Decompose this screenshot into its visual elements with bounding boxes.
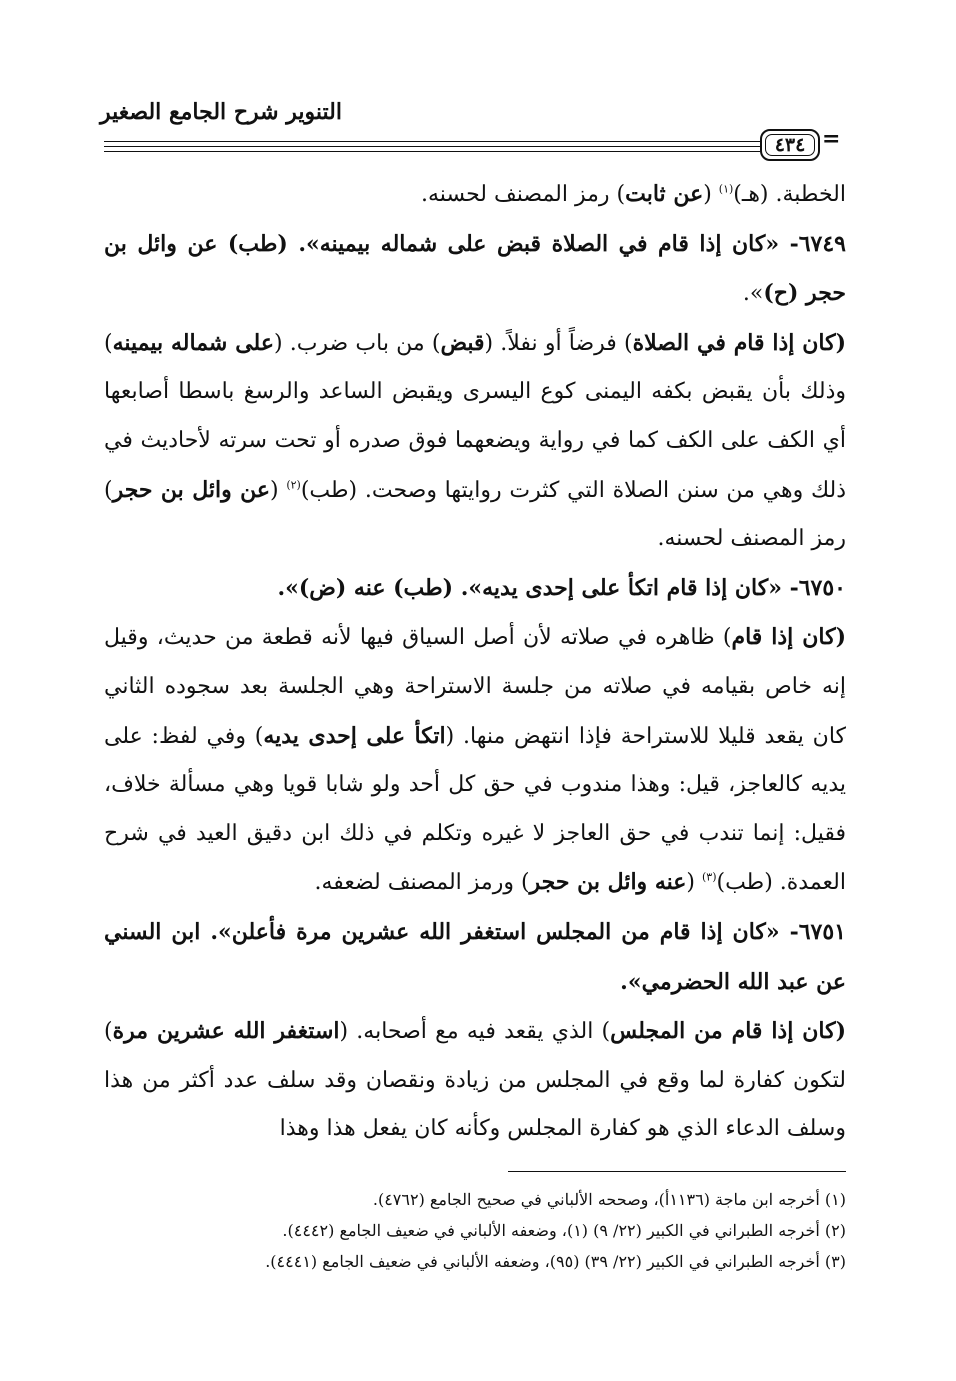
commentary-6749: (كان إذا قام في الصلاة) فرضاً أو نفلاً. (قبض) من باب ضرب. (على شماله بيمينه) وذلك بأن يقبض بكفه اليمنى كوع اليسرى ويقبض الساعد والرسغ باسطا أصابعها أي الكف على الكف كما في رواية ويضعهما فوق صدره أو تحت سرته لأحاديث في ذلك وهي من سنن الصلاة التي كثرت روايتها وصحت. (طب)$^{(٢)}$ (عن وائل بن حجر) رمز المصنف لحسنه. [104, 329, 847, 552]
source-name: عنه وائل بن حجر [529, 869, 687, 896]
running-header-title: التنوير شرح الجامع الصغير [100, 99, 342, 125]
footnote-ref-3[interactable]: (٣) [701, 870, 717, 884]
quoted-phrase: (كان إذا قام من المجلس [610, 1018, 846, 1045]
hadith-text: ٦٧٤٩- «كان إذا قام في الصلاة قبض على شماله بيمينه». (طب) عن وائل بن حجر (ح) [104, 230, 846, 307]
text-span: ». [742, 281, 764, 307]
quoted-phrase: (كان إذا قام [731, 624, 846, 651]
footnotes [104, 1184, 846, 1277]
paragraph-continuation: الخطبة. (هـ)$^{(١)}$ (عن ثابت) رمز المصنف لحسنه. [421, 181, 846, 207]
hadith-text: ٦٧٥١- «كان إذا قام من المجلس استغفر الله عشرين مرة فأعلن». ابن السني عن عبد الله الحضرمي». [104, 918, 846, 995]
source-name: عن ثابت [625, 181, 704, 207]
text-span: ) وذلك بأن يقبض بكفه اليمنى كوع اليسرى ويقبض الساعد والرسغ باسطا أصابعها أي الكف على الكف كما في رواية ويضعهما فوق صدره أو تحت سرته لأحاديث في ذلك وهي من سنن الصلاة التي كثرت روايتها وصحت. (طب) [104, 330, 847, 503]
hadith-6749 [104, 220, 846, 319]
quoted-phrase: استغفر الله عشرين مرة [112, 1018, 340, 1045]
header-rule [104, 151, 760, 152]
header-marker: = [822, 126, 841, 152]
text-span: ) ورمز المصنف لضعفه. [314, 870, 530, 896]
hadith-6751 [104, 908, 846, 1007]
text-span: الخطبة. (هـ) [733, 182, 846, 207]
footnote-1: (١) أخرجه ابن ماجة (١١٣٦أ)، وصححه الألباني في صحيح الجامع (٤٧٦٢). [372, 1190, 846, 1209]
page-number-badge: ٤٣٤ [760, 129, 820, 161]
text-span: ) رمز المصنف لحسنه. [104, 477, 846, 552]
text-span: ) وفي لفظ: على يديه كالعاجز، قيل: وهذا مندوب في حق كل أحد ولو شابا قويا وهي مسألة خلاف، فقيل: إنما تندب في حق العاجز لا غيره وتكلم في ذلك ابن دقيق العيد في شرح العمدة. (طب) [104, 723, 846, 896]
footnote-ref-2[interactable]: (٢) [286, 478, 301, 492]
commentary-6750: (كان إذا قام) ظاهره في صلاته لأن أصل السياق فيها لأنه قطعة من حديث، وقيل إنه خاص بقيامه في صلاته من جلسة الاستراحة وهي الجلسة بعد سجوده الثاني كان يقعد قليلا للاستراحة فإذا انتهض منها. (اتكأ على إحدى يديه) وفي لفظ: على يديه كالعاجز، قيل: وهذا مندوب في حق كل أحد ولو شابا قويا وهي مسألة خلاف، فقيل: إنما تندب في حق العاجز لا غيره وتكلم في ذلك ابن دقيق العيد في شرح العمدة. (طب)$^{(٣)}$ (عنه وائل بن حجر) ورمز المصنف لضعفه. [104, 624, 846, 896]
header-rule [104, 146, 760, 147]
text-span: ) لتكون كفارة لما وقع في المجلس من زيادة ونقصان وقد سلف عدد أكثر من هذا وسلف الدعاء الذي هو كفارة المجلس وكأنه كان يفعل هذا وهذا [104, 1019, 846, 1142]
quoted-phrase: على شماله بيمينه [112, 329, 274, 356]
footnote-ref-1[interactable]: (١) [718, 182, 734, 196]
text-span: ) رمز المصنف لحسنه. [421, 182, 626, 207]
text-span: ) من باب ضرب. ( [273, 330, 441, 356]
quoted-phrase: اتكأ على إحدى يديه [263, 722, 446, 749]
header-rule [104, 141, 760, 142]
commentary-6751 [104, 1007, 846, 1154]
quoted-phrase: (كان إذا قام في الصلاة [632, 329, 846, 356]
text-span: ) الذي يقعد فيه مع أصحابه. ( [339, 1019, 611, 1045]
hadith-6750 [104, 564, 846, 614]
text-span: ) فرضاً أو نفلاً. ( [484, 330, 633, 356]
footnote-3: (٣) أخرجه الطبراني في الكبير (٢٢/ ٣٩) (٩٥)، وضعفه الألباني في ضعيف الجامع (٤٤٤١). [265, 1252, 846, 1271]
hadith-text: ٦٧٥٠- «كان إذا قام اتكأ على إحدى يديه». (طب) عنه (ض)». [277, 574, 846, 601]
quoted-phrase: قبض [440, 329, 485, 356]
footnote-separator [508, 1171, 846, 1172]
text-span: ) ظاهره في صلاته لأن أصل السياق فيها لأنه قطعة من حديث، وقيل إنه خاص بقيامه في صلاته من جلسة الاستراحة وهي الجلسة بعد سجوده الثاني كان يقعد قليلا للاستراحة فإذا انتهض منها. ( [104, 625, 846, 749]
footnote-2: (٢) أخرجه الطبراني في الكبير (٢٢/ ٩) (١)، وضعفه الألباني في ضعيف الجامع (٤٤٤٢). [282, 1221, 846, 1240]
main-text [104, 170, 846, 1154]
source-name: عن وائل بن حجر [112, 476, 270, 503]
